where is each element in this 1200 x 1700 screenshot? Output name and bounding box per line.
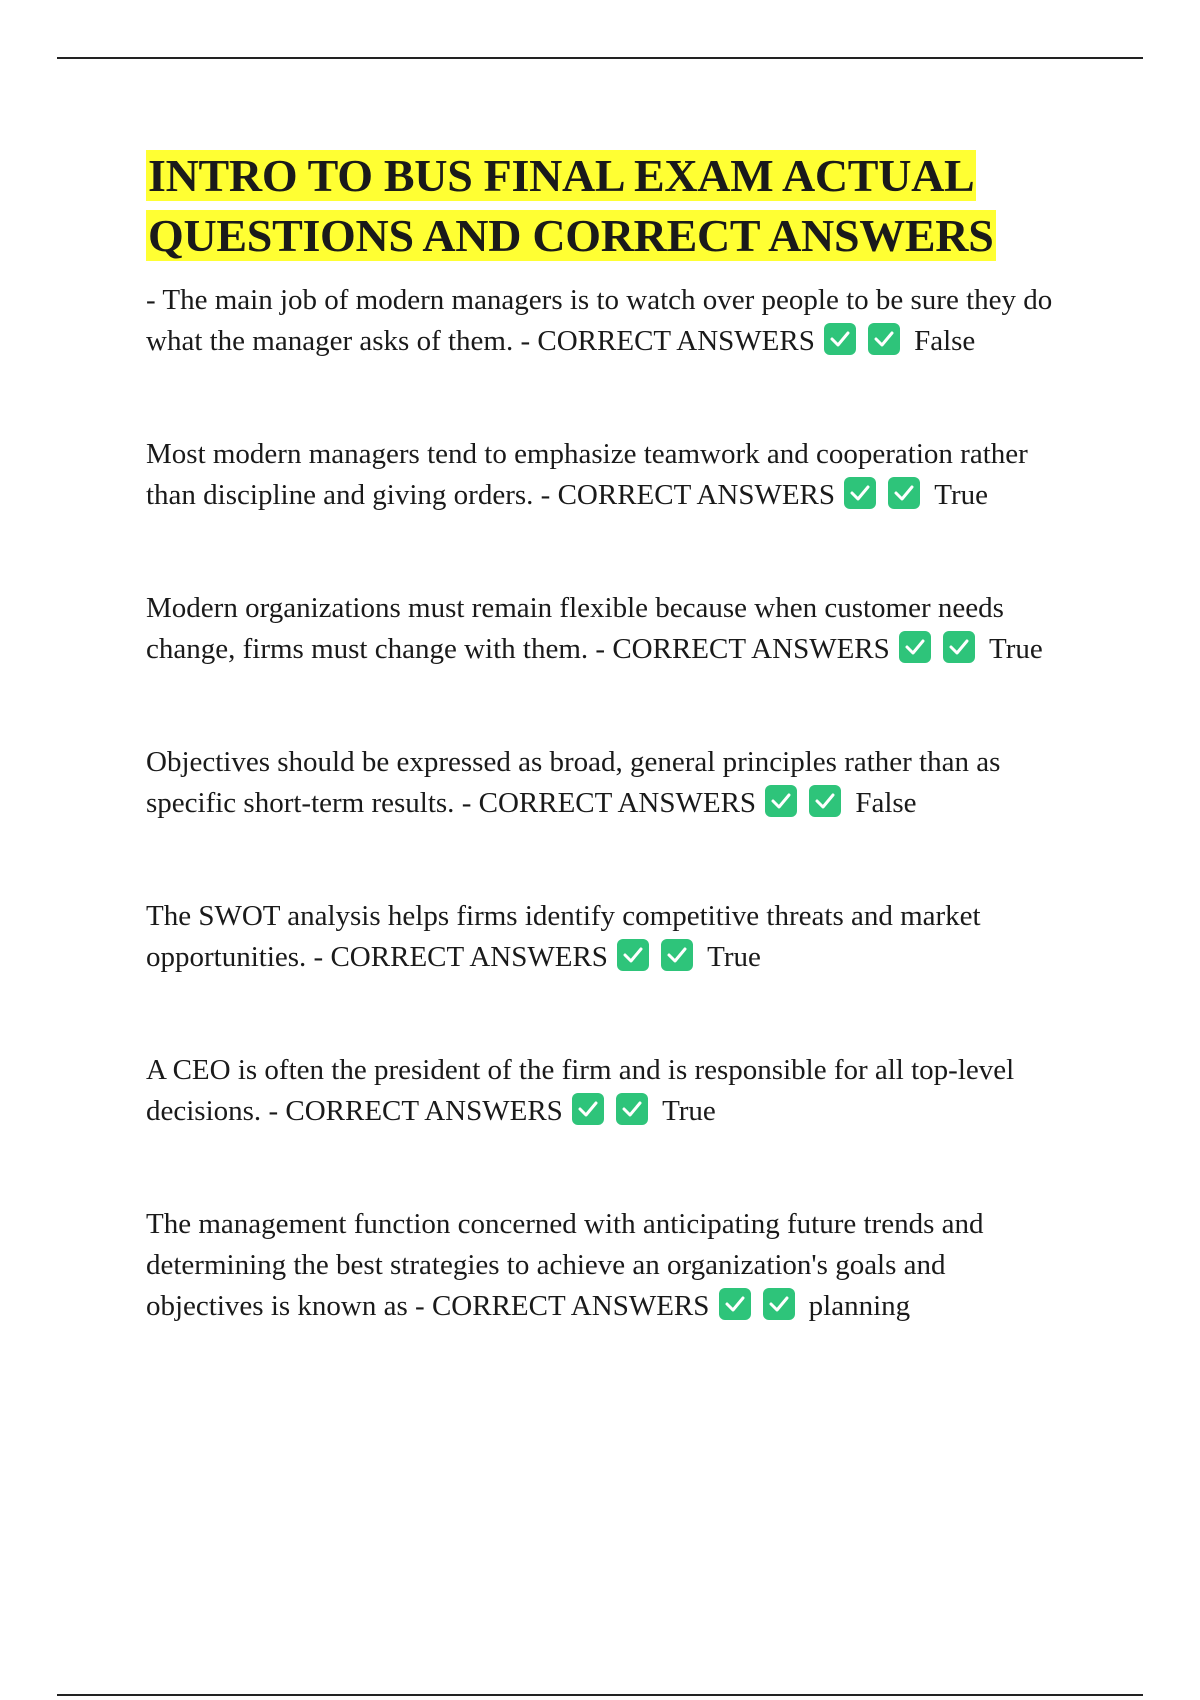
separator: -: [261, 1095, 286, 1127]
bottom-rule: [57, 1694, 1143, 1696]
question-text: - The main job of modern managers is to watch over people to be sure they do what the manager asks of them.: [146, 284, 1053, 357]
check-box-icon: [719, 1288, 751, 1320]
answer-label: CORRECT ANSWERS: [431, 1290, 710, 1322]
check-box-icon: [572, 1093, 604, 1125]
answer-label: CORRECT ANSWERS: [330, 941, 608, 973]
separator: -: [454, 787, 479, 819]
check-box-icon: [844, 477, 876, 509]
answer-label: CORRECT ANSWERS: [537, 325, 815, 357]
question-text: Most modern managers tend to emphasize teamwork and cooperation rather than discipline and giving orders.: [146, 438, 1028, 511]
title-highlight: INTRO TO BUS FINAL EXAM ACTUAL QUESTIONS AND CORRECT ANSWERS: [148, 150, 994, 261]
check-box-icon: [943, 631, 975, 663]
separator: -: [407, 1290, 432, 1322]
answer-text: True: [662, 1095, 716, 1127]
answer-label: CORRECT ANSWERS: [478, 787, 757, 819]
check-box-icon: [899, 631, 931, 663]
check-box-icon: [765, 785, 797, 817]
question-text: Objectives should be expressed as broad, general principles rather than as specific short-term results.: [146, 746, 1001, 819]
check-icons: [572, 1091, 660, 1132]
document-body: [146, 146, 1066, 1399]
qa-item: [146, 742, 1066, 824]
answer-text: True: [934, 479, 989, 511]
qa-list: [146, 280, 1066, 1327]
question-text: Modern organizations must remain flexible because when customer needs change, firms must change with them.: [146, 592, 1004, 665]
answer-label: CORRECT ANSWERS: [557, 479, 836, 511]
answer-text: False: [914, 325, 976, 357]
separator: -: [306, 941, 331, 973]
question-text: The management function concerned with anticipating future trends and determining the best strategies to achieve an organization's goals and objectives is known as: [146, 1208, 984, 1322]
check-icons: [844, 475, 932, 516]
question-text: The SWOT analysis helps firms identify competitive threats and market opportunities.: [146, 900, 981, 973]
qa-item: [146, 280, 1066, 362]
top-rule: [57, 57, 1143, 59]
check-icons: [824, 321, 912, 362]
check-box-icon: [868, 323, 900, 355]
check-box-icon: [763, 1288, 795, 1320]
separator: -: [533, 479, 558, 511]
qa-item: [146, 1050, 1066, 1132]
qa-item: [146, 434, 1066, 516]
check-box-icon: [809, 785, 841, 817]
separator: -: [513, 325, 538, 357]
answer-text: True: [707, 941, 761, 973]
question-text: A CEO is often the president of the firm and is responsible for all top-level decisions.: [146, 1054, 1015, 1127]
document-title: [146, 146, 1066, 266]
answer-text: True: [989, 633, 1043, 665]
check-box-icon: [824, 323, 856, 355]
answer-text: False: [855, 787, 917, 819]
qa-item: [146, 588, 1066, 670]
check-icons: [617, 937, 705, 978]
check-box-icon: [661, 939, 693, 971]
separator: -: [588, 633, 613, 665]
check-box-icon: [616, 1093, 648, 1125]
answer-text: planning: [808, 1290, 911, 1322]
check-icons: [719, 1286, 807, 1327]
qa-item: [146, 896, 1066, 978]
check-box-icon: [888, 477, 920, 509]
answer-label: CORRECT ANSWERS: [285, 1095, 563, 1127]
qa-item: [146, 1204, 1066, 1327]
check-box-icon: [617, 939, 649, 971]
check-icons: [899, 629, 987, 670]
check-icons: [765, 783, 853, 824]
answer-label: CORRECT ANSWERS: [612, 633, 890, 665]
